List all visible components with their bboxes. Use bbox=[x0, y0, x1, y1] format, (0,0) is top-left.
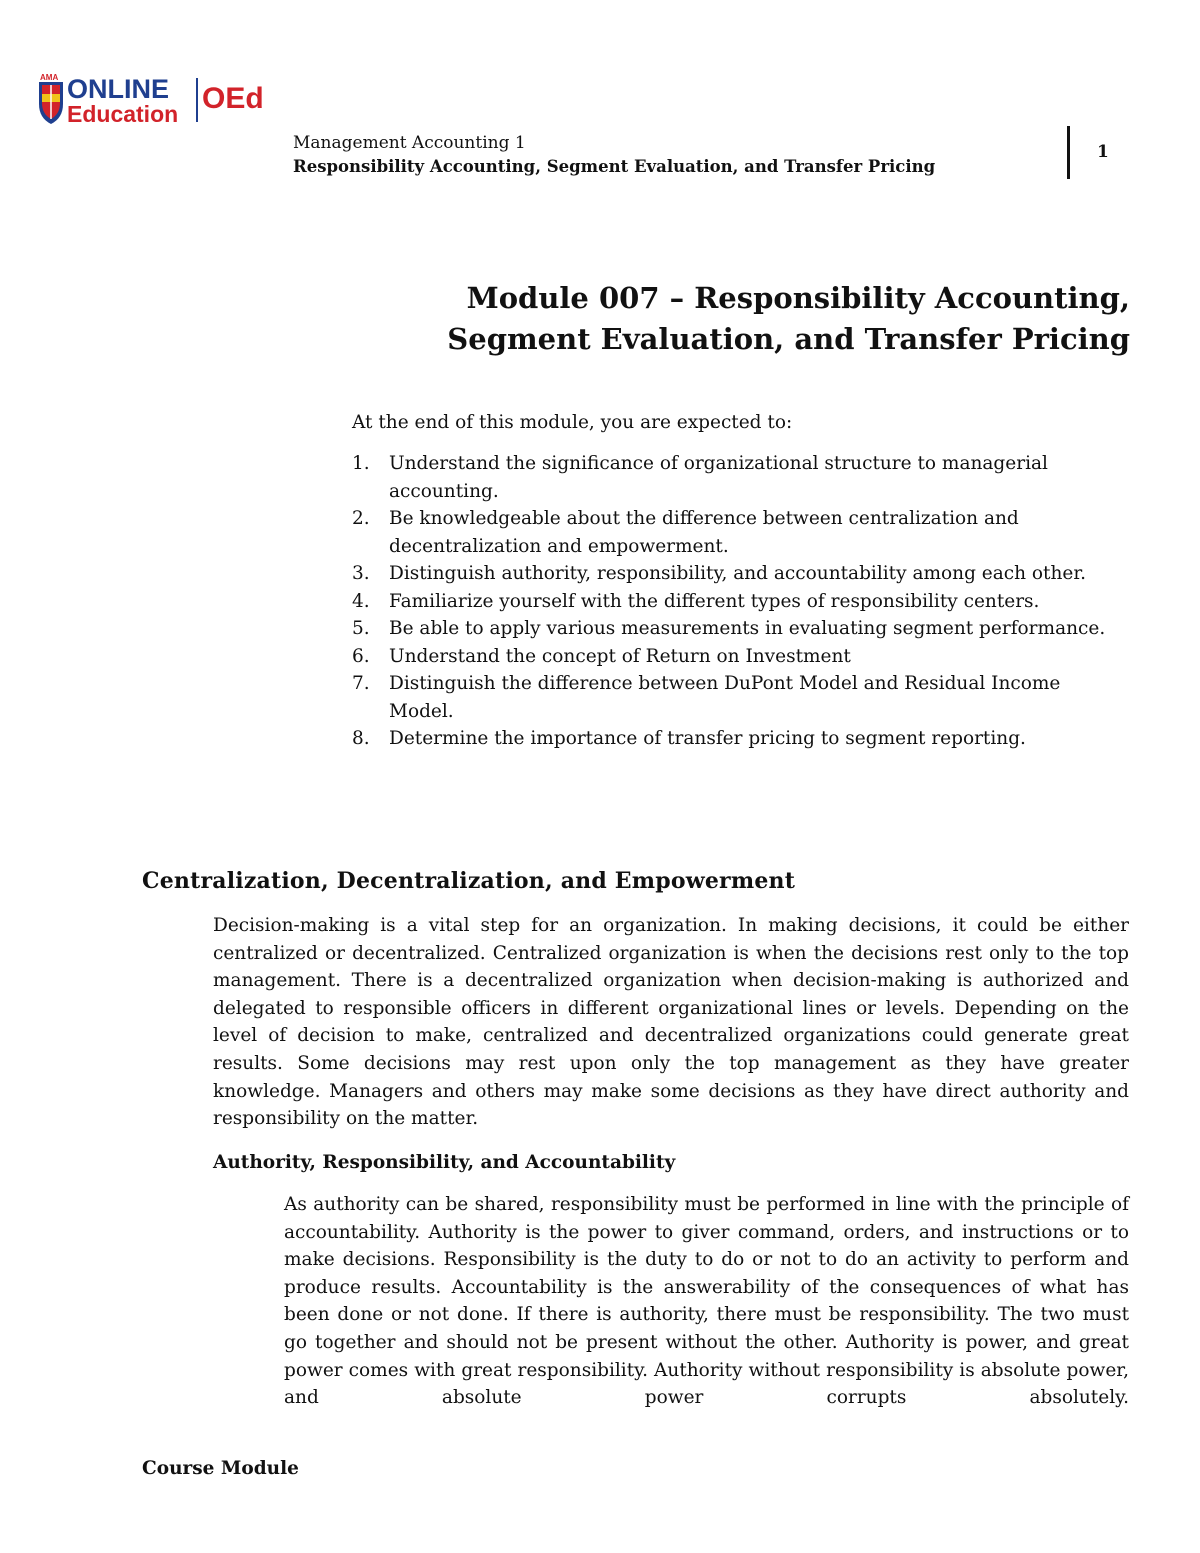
objective-text: Distinguish the difference between DuPont Model and Residual Income Model. bbox=[389, 673, 1061, 722]
objective-item bbox=[352, 670, 1122, 725]
logo-divider bbox=[196, 78, 198, 122]
objective-number: 2. bbox=[352, 508, 370, 529]
header-course: Management Accounting 1 bbox=[293, 133, 526, 153]
page-footer: Course Module bbox=[142, 1458, 299, 1479]
objective-number: 7. bbox=[352, 673, 370, 694]
header-topic: Responsibility Accounting, Segment Evaluation, and Transfer Pricing bbox=[293, 157, 936, 176]
objective-text: Be knowledgeable about the difference between centralization and decentralization and empowerment. bbox=[389, 508, 1019, 557]
objective-item bbox=[352, 615, 1122, 643]
objective-text: Determine the importance of transfer pricing to segment reporting. bbox=[389, 728, 1026, 749]
objective-text: Be able to apply various measurements in evaluating segment performance. bbox=[389, 618, 1106, 639]
objective-item bbox=[352, 560, 1122, 588]
subsection-heading: Authority, Responsibility, and Accountability bbox=[213, 1152, 676, 1173]
logo-education-text: Education bbox=[67, 101, 179, 127]
objective-number: 6. bbox=[352, 645, 370, 667]
section-heading: Centralization, Decentralization, and Empowerment bbox=[142, 868, 796, 894]
logo-online-text: ONLINE bbox=[67, 74, 170, 104]
page-number: 1 bbox=[1097, 142, 1109, 162]
objective-item bbox=[352, 725, 1122, 753]
crest-icon bbox=[39, 73, 63, 124]
objective-text: Distinguish authority, responsibility, and accountability among each other. bbox=[389, 563, 1087, 584]
header-divider bbox=[1067, 126, 1070, 179]
svg-text:AMA: AMA bbox=[40, 73, 59, 82]
page-header bbox=[293, 131, 935, 179]
objective-item bbox=[352, 643, 1122, 671]
objective-item bbox=[352, 505, 1122, 560]
objective-item bbox=[352, 450, 1122, 505]
objectives-list bbox=[352, 450, 1122, 753]
objective-text: Familiarize yourself with the different types of responsibility centers. bbox=[389, 590, 1040, 612]
module-title bbox=[330, 278, 1130, 360]
objectives-intro: At the end of this module, you are expected to: bbox=[352, 412, 793, 433]
subsection-paragraph: As authority can be shared, responsibility must be performed in line with the principle of accountability. Authority is the power to giver command, orders, and instructions or to make decisions. Responsibility is the duty to do or not to do an activity to perform and produce results. Accountability is the answerability of the consequences of what has been done or not done. If there is authority, there must be responsibility. The two must go together and should not be present without the other. Authority is power, and great power comes with great responsibility. Authority without responsibility is absolute power, and absolute power corrupts absolutely. bbox=[284, 1194, 1129, 1409]
module-title-line2: Segment Evaluation, and Transfer Pricing bbox=[447, 322, 1130, 356]
online-education-logo bbox=[36, 72, 276, 128]
objective-number: 8. bbox=[352, 728, 370, 749]
objective-number: 1. bbox=[352, 453, 370, 474]
objective-number: 5. bbox=[352, 618, 370, 639]
module-title-line1: Module 007 – Responsibility Accounting, bbox=[466, 281, 1130, 315]
section-paragraph: Decision-making is a vital step for an organization. In making decisions, it could be either centralized or decentralized. Centralized organization is when the decisions rest only to the top management. There is a decentralized organization when decision-making is authorized and delegated to responsible officers in different organizational lines or levels. Depending on the level of decision to make, centralized and decentralized organizations could generate great results. Some decisions may rest upon only the top management as they have greater knowledge. Managers and others may make some decisions as they have direct authority and responsibility on the matter. bbox=[213, 915, 1129, 1130]
objective-number: 4. bbox=[352, 590, 370, 612]
objective-number: 3. bbox=[352, 563, 370, 584]
logo-oed-text: OEd bbox=[202, 82, 264, 115]
objective-item bbox=[352, 588, 1122, 616]
objective-text: Understand the concept of Return on Investment bbox=[389, 645, 851, 667]
objective-text: Understand the significance of organizational structure to managerial accounting. bbox=[389, 453, 1048, 502]
